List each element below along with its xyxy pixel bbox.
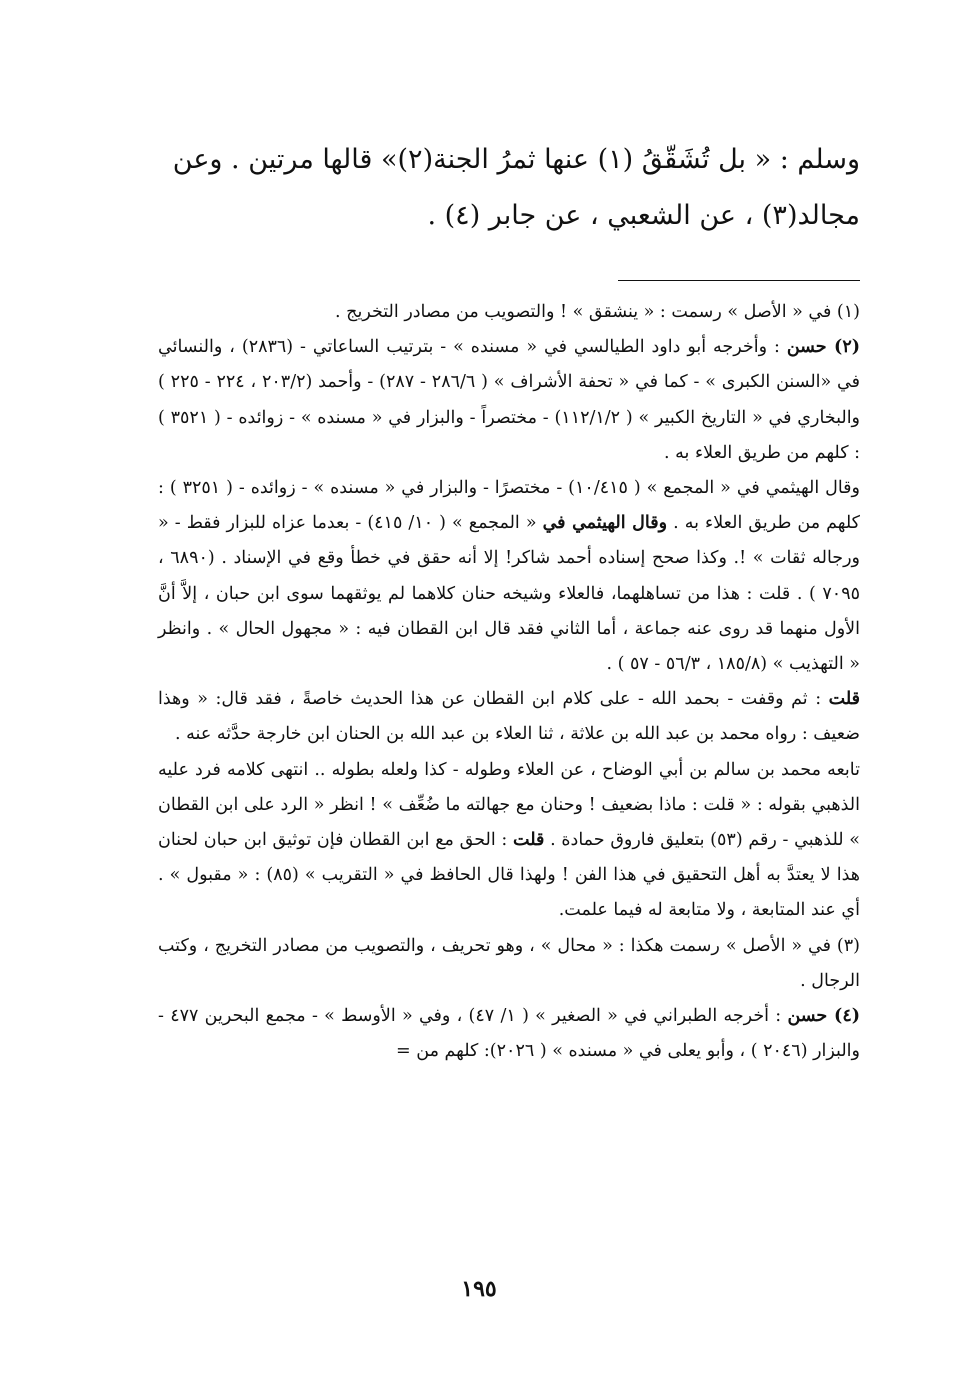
footnote-2-para-4-bold: قلت xyxy=(513,830,545,851)
footnote-2-label: (٢) حسن xyxy=(786,337,860,358)
footnote-2-para-2a: وقال الهيثمي في « المجمع » ( ١٠/٤١٥) - مختصرًا - والبزار في « مسنده » - زوائده - ( ٣٢٥١ ) : كلهم من طريق العلاء به . xyxy=(158,478,861,534)
footnote-separator xyxy=(618,280,860,281)
footnote-4 xyxy=(158,999,860,1069)
footnote-3: (٣) في « الأصل » رسمت هكذا : « محال » ، وهو تحريف ، والتصويب من مصادر التخريج ، وكتب الرجال . xyxy=(158,935,860,991)
footnote-2-para-2-bold: وقال الهيثمي في xyxy=(542,513,668,534)
footnotes xyxy=(158,295,860,1069)
page-number: ١٩٥ xyxy=(461,1276,497,1302)
footnote-2-para-4 xyxy=(158,753,860,929)
footnote-1: (١) في « الأصل » رسمت : « ينشقق » ! والتصويب من مصادر التخريج . xyxy=(335,302,860,322)
footnote-2-para-3 xyxy=(158,682,860,752)
footnote-2-para-4b: : الحق مع ابن القطان فإن توثيق ابن حبان لحنان هذا لا يعتدَّ به أهل التحقيق في هذا الفن ! ولهذا قال الحافظ في « التقريب » (٨٥) : « مقبول » . أي عند المتابعة ، ولا متابعة له فيما علمت. xyxy=(158,830,860,921)
footnote-2-para-2 xyxy=(158,471,860,682)
footnote-2-para-2b: « المجمع » ( ١٠/ ٤١٥) - بعدما عزاه للبزار فقط - « ورجاله ثقات » !. وكذا صحح إسناده أحمد شاكر! إلا أنه حقق في خطأ وقع في الإسناد . (٦٨٩٠ ، ٧٠٩٥ ) . قلت : هذا من تساهلهما، فالعلاء وشيخه حنان كلاهما لم يوثقهما سوى ابن حبان ، إلاَّ أنَّ الأول منهما قد روى عنه جماعة ، أما الثاني فقد قال ابن القطان فيه : « مجهول الحال » . وانظر « التهذيب » (١٨٥/٨ ، ٥٦/٣ - ٥٧ ) . xyxy=(158,513,860,675)
footnote-2 xyxy=(158,330,860,928)
footnote-2-para-3-bold: قلت xyxy=(828,689,860,710)
footnote-2-para-3-text: : ثم وقفت - بحمد الله - على كلام ابن القطان عن هذا الحديث خاصةً ، فقد قال: « وهذا ضعيف : رواه محمد بن عبد الله بن علاثة ، ثنا العلاء بن عبد الله بن الحنان ابن خارجة حدَّثه عنه . xyxy=(158,689,860,745)
main-text xyxy=(158,132,860,244)
footnote-2-para-1: : وأخرجه أبو داود الطيالسي في « مسنده » - بترتيب الساعاتي - (٢٨٣٦) ، والنسائي في «السنن الكبرى » - كما في « تحفة الأشراف » ( ٢٨٦/٦ - ٢٨٧) - وأحمد (٢٠٣/٢ ، ٢٢٤ - ٢٢٥ ) والبخاري في « التاريخ الكبير » ( ١١٢/١/٢) - مختصراً - والبزار في « مسنده » - زوائده - ( ٣٥٢١ ) : كلهم من طريق العلاء به . xyxy=(158,337,861,463)
main-text-line-2: مجالد(٣) ، عن الشعبي ، عن جابر (٤) . xyxy=(427,200,860,231)
footnote-4-label: (٤) حسن xyxy=(787,1006,860,1027)
footnote-2-para-4a: تابعه محمد بن سالم بن أبي الوضاح ، عن العلاء وطوله - كذا ولعله بطوله .. انتهى كلامه فرد عليه الذهبي بقوله : « قلت : ماذا بضعيف ! وحنان مع جهالته ما ضُعِّف » ! انظر « الرد على ابن القطان » للذهبي - رقم (٥٣) بتعليق فاروق حمادة . xyxy=(158,759,860,851)
footnote-4-text: : أخرجه الطبراني في « الصغير » ( ١/ ٤٧) ، وفي « الأوسط » - مجمع البحرين ٤٧٧ - والبزار (٢٠٤٦ ) ، وأبو يعلى في « مسنده » ( ٢٠٢٦): كلهم من = xyxy=(158,1006,860,1062)
main-text-line-1: وسلم : « بل تُشَقّقُ (١) عنها ثمرُ الجنة(٢)» قالها مرتين . وعن xyxy=(172,144,860,175)
